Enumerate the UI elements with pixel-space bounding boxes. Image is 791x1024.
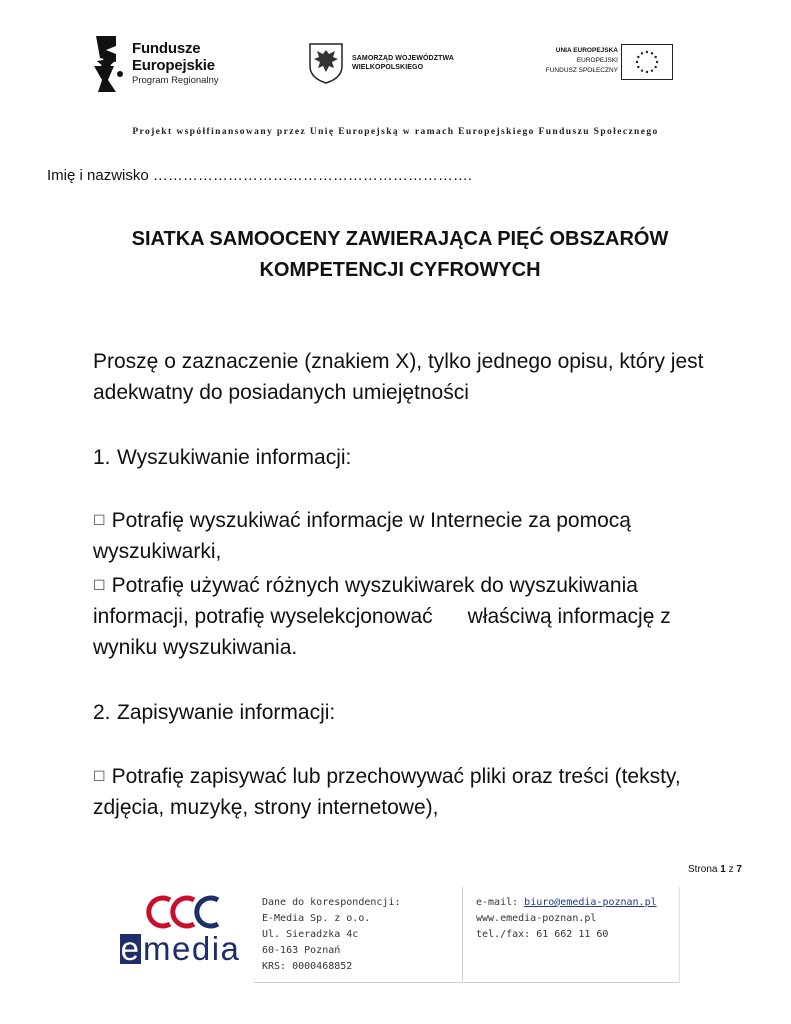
eu-star-icon	[641, 52, 643, 54]
eu-star-icon	[654, 56, 656, 58]
emedia-rest: media	[143, 930, 241, 967]
eu-star-icon	[651, 52, 653, 54]
page-of: z	[728, 864, 734, 875]
eu-star-icon	[636, 61, 638, 63]
emedia-logo	[118, 892, 246, 972]
page-label: Strona	[688, 864, 718, 875]
phone-text: tel./fax: 61 662 11 60	[476, 929, 609, 940]
eu-star-icon	[656, 61, 658, 63]
option-text: Potrafię zapisywać lub przechowywać pliki oraz treści (teksty, zdjęcia, muzykę, strony internetowe),	[93, 765, 681, 819]
eu-logo-line2: EUROPEJSKI	[576, 57, 618, 64]
samorzad-logo	[308, 42, 478, 84]
footer-contact-line: 60-163 Poznań	[262, 945, 341, 956]
option-text: Potrafię używać różnych wyszukiwarek do wyszukiwania informacji, potrafię wyselekcjonować właściwą informację z wyniku wyszukiwania.	[93, 574, 677, 659]
footer-contact-line: Ul. Sieradzka 4c	[262, 929, 359, 940]
page-title	[60, 224, 740, 286]
footer-contact-line: KRS: 0000468852	[262, 961, 353, 972]
footer-contact-line: Dane do korespondencji:	[262, 897, 401, 908]
footer-email-line	[476, 895, 657, 911]
title-line1: SIATKA SAMOOCENY ZAWIERAJĄCA PIĘĆ OBSZARÓW	[131, 228, 669, 250]
eu-star-icon	[646, 71, 648, 73]
option-text: Potrafię wyszukiwać informacje w Internecie za pomocą wyszukiwarki,	[93, 509, 631, 563]
email-label: e-mail:	[476, 897, 525, 908]
section-number: 1.	[93, 446, 111, 469]
fe-logo-line3: Program Regionalny	[132, 75, 219, 86]
footer-online-box	[464, 887, 680, 983]
eu-logo	[536, 44, 676, 84]
eu-star-icon	[651, 69, 653, 71]
emedia-rings-icon	[140, 892, 250, 932]
emedia-e: e	[120, 930, 141, 967]
option-item[interactable]	[93, 761, 733, 823]
title-line2: KOMPETENCJI CYFROWYCH	[259, 259, 541, 281]
eu-star-icon	[646, 51, 648, 53]
instruction-text: Proszę o zaznaczenie (znakiem X), tylko jednego opisu, który jest adekwatny do posiadanych umiejętności	[93, 350, 704, 404]
eu-star-icon	[654, 66, 656, 68]
eu-star-icon	[637, 66, 639, 68]
emedia-wordmark	[120, 932, 240, 966]
checkbox-icon[interactable]: ☐	[93, 577, 106, 593]
fe-logo-line2: Europejskie	[132, 57, 215, 74]
footer-contact-line: E-Media Sp. z o.o.	[262, 913, 371, 924]
website-link[interactable]: www.emedia-poznan.pl	[476, 913, 597, 924]
option-item[interactable]	[93, 505, 733, 567]
sw-logo-line1: SAMORZĄD WOJEWÓDZTWA	[352, 55, 454, 62]
page-number	[688, 864, 742, 875]
email-link[interactable]: biuro@emedia-poznan.pl	[524, 897, 657, 908]
eu-logo-line1: UNIA EUROPEJSKA	[555, 47, 618, 54]
option-item[interactable]	[93, 570, 733, 663]
eu-star-icon	[641, 69, 643, 71]
eu-star-icon	[637, 56, 639, 58]
page-total: 7	[736, 864, 742, 875]
eagle-crest-icon	[308, 42, 344, 84]
section-title: Zapisywanie informacji:	[117, 701, 336, 724]
cofinancing-note: Projekt współfinansowany przez Unię Europejską w ramach Europejskiego Funduszu Społecznego	[132, 127, 659, 137]
eu-flag-icon	[621, 44, 673, 80]
section-heading	[93, 697, 733, 728]
eu-logo-line3: FUNDUSZ SPOŁECZNY	[545, 67, 618, 74]
section-title: Wyszukiwanie informacji:	[117, 446, 352, 469]
footer-contact-box	[254, 887, 463, 983]
checkbox-icon[interactable]: ☐	[93, 768, 106, 784]
section-heading	[93, 442, 733, 473]
checkbox-icon[interactable]: ☐	[93, 512, 106, 528]
fundusze-europejskie-logo	[92, 36, 222, 92]
fe-star-icon	[92, 36, 126, 92]
page-current: 1	[720, 864, 726, 875]
fe-logo-line1: Fundusze	[132, 40, 201, 57]
sw-logo-line2: WIELKOPOLSKIEGO	[352, 64, 424, 71]
section-number: 2.	[93, 701, 111, 724]
name-field-label: Imię i nazwisko ……………………………………………………….	[47, 167, 473, 184]
